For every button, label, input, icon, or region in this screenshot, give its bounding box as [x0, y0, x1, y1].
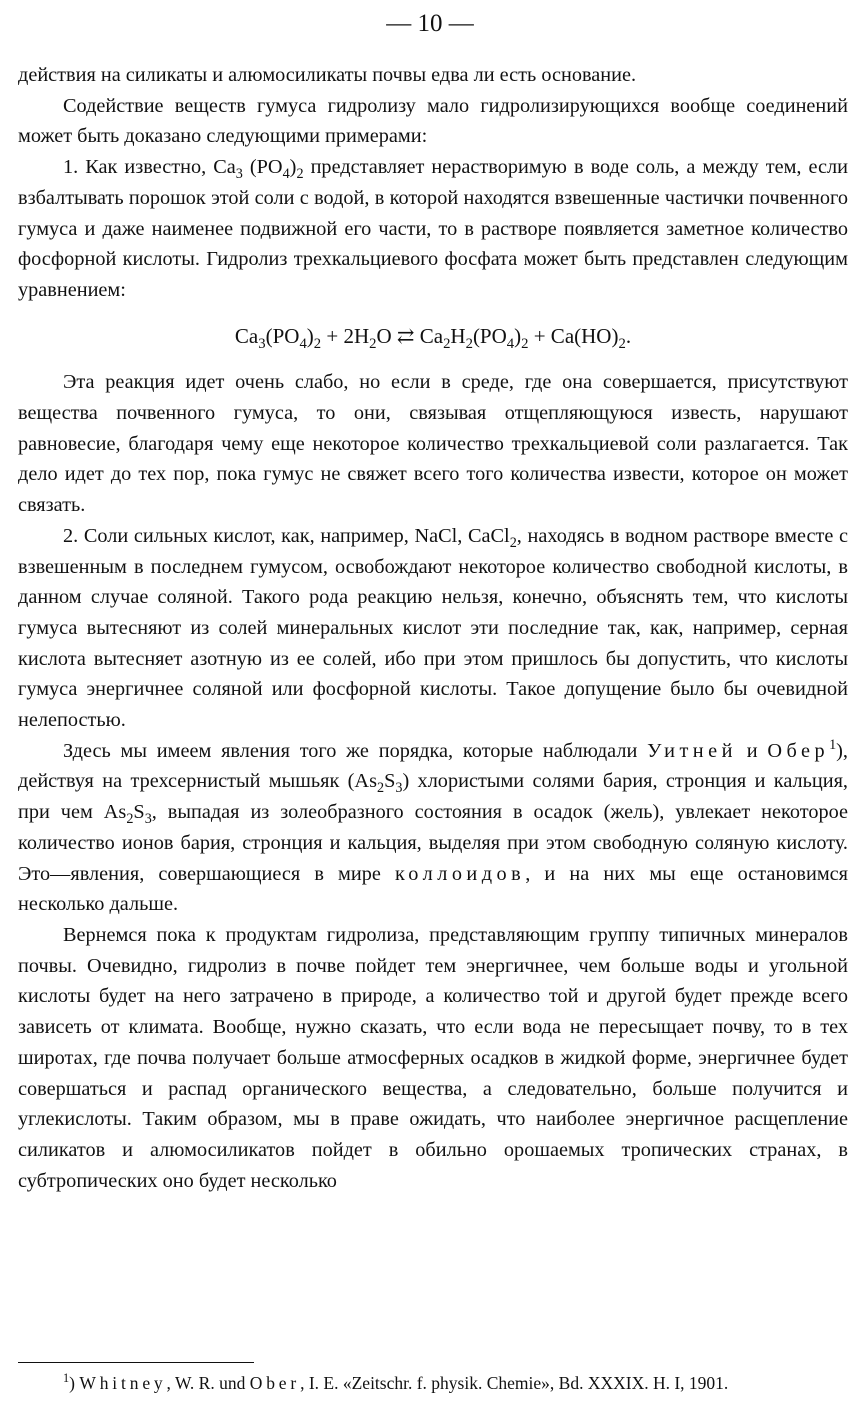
footnote-mark: 1	[63, 1371, 70, 1386]
subscript: 4	[506, 335, 515, 352]
text-run: представляет нерастворимую в воде соль, а между тем, если взбалтывать порошок этой соли с водой, в которой находятся взвешенные частички почвенного гумуса и даже наименее подвижной его части, то в растворе появляется заметное количество фосфорной кислоты. Гидролиз трехкальциевого фосфата может быть представлен следующим уравнением:	[18, 156, 849, 301]
footnote-text: , W. R. und	[166, 1373, 250, 1393]
footnote	[18, 1370, 848, 1397]
paragraph-example-1	[18, 152, 848, 306]
paragraph-hydrolysis-climate: Вернемся пока к продуктам гидролиза, представляющим группу типичных минералов почвы. Очевидно, гидролиз в почве пойдет тем энергичнее, чем больше воды и угольной кислоты будет на него затрачено в природе, а количество той и другой будет прежде всего зависеть от климата. Вообще, нужно сказать, что если вода не пересыщает почву, то в тех широтах, где почва получает больше атмосферных осадков в жидкой форме, энергичнее будет совершаться и распад органического вещества, а следовательно, больше получится и углекислоты. Таким образом, мы в праве ожидать, что наиболее энергичное расщепление силикатов и алюмосиликатов пойдет в обильно орошаемых тропических странах, в субтропических оно будет несколько	[18, 923, 848, 1192]
subscript: 2	[443, 335, 451, 352]
formula-part: )	[514, 323, 522, 348]
page-number: — 10 —	[386, 10, 474, 37]
text-run: , выпадая из золеобразного состояния в осадок (жель), увлекает некоторое количество ионов бария, стронция и кальция, выделяя при этом свободную соляную кислоту. Это—явления, совершающиеся в мире	[18, 801, 848, 885]
footnote-author: Ober	[249, 1373, 301, 1393]
formula-part: H	[450, 323, 466, 348]
footnote-author: Whitney	[79, 1373, 167, 1393]
formula-part: O ⇄ Ca	[376, 323, 444, 348]
text-run: ), действуя на трехсернистый мышьяк (As	[18, 739, 848, 793]
subscript: 4	[282, 166, 290, 183]
text-run: , находясь в водном растворе вместе с взвешенным в последнем гумусом, освобождают некоторое количество свободной кислоты, в данном случае соляной. Такого рода реакцию нельзя, конечно, объяснять тем, что кислоты гумуса вытесняют из солей минеральных кислот эти последние так, как, например, серная кислота вытесняет азотную из ее солей, ибо при этом пришлось бы допустить, что кислоты гумуса энергичнее соляной или фосфорной кислоты. Такое допущение было бы очевидной нелепостью.	[18, 524, 849, 732]
subscript: 2	[509, 534, 517, 551]
footnote-text: )	[69, 1373, 80, 1393]
text-run: )	[289, 156, 297, 179]
paragraph-humus-hydrolysis: Содействие веществ гумуса гидролизу мало гидролизирующихся вообще соединений может быть доказано следующими примерами:	[18, 94, 848, 148]
subscript: 3	[258, 335, 266, 352]
text-run: ) хлористыми солями бария, стронция и кальция, при чем As	[18, 770, 848, 824]
subscript: 2	[369, 335, 377, 352]
text-run: S	[133, 801, 145, 824]
footnote-reference: 1	[829, 737, 837, 753]
subscript: 4	[299, 335, 307, 352]
text-run: Здесь мы имеем явления того же порядка, которые наблюдали	[63, 739, 648, 762]
formula-part: (PO	[472, 323, 507, 348]
formula-part: .	[625, 323, 632, 348]
formula-part: + Ca(HO)	[528, 323, 619, 348]
text-run: и	[736, 739, 768, 762]
subscript: 2	[521, 335, 529, 352]
subscript: 2	[126, 811, 134, 828]
text-run: , и на них мы еще остановимся несколько дальше.	[18, 862, 849, 916]
text-run: S	[384, 770, 396, 793]
footnote-divider	[18, 1362, 254, 1363]
paragraph-whitney-ober	[18, 736, 848, 920]
subscript: 3	[144, 811, 152, 828]
text-run: (PO	[242, 156, 283, 179]
subscript: 3	[395, 780, 403, 797]
text-run: 1. Как известно, Ca	[63, 156, 236, 179]
formula-part: (PO	[265, 323, 300, 348]
author-name: Уитней	[647, 739, 737, 762]
formula-part: + 2H	[321, 323, 370, 348]
formula-part: )	[306, 323, 314, 348]
emphasis-colloids: коллоидов	[395, 862, 526, 885]
subscript: 2	[376, 780, 385, 797]
subscript: 2	[618, 335, 626, 352]
paragraph-reaction: Эта реакция идет очень слабо, но если в среде, где она совершается, присутствуют вещества почвенного гумуса, то они, связывая отщепляющуюся известь, нарушают равновесие, благодаря чему еще некоторое количество трехкальциевой соли разлагается. Так дело идет до тех пор, пока гумус не свяжет всего того количества извести, которое он может связать.	[18, 371, 848, 517]
formula-part: Ca	[234, 323, 259, 348]
author-name: Обер	[767, 739, 830, 762]
footnote-text: , I. E. «Zeitschr. f. physik. Chemie», Bd. XXXIX. H. I, 1901.	[300, 1373, 729, 1393]
subscript: 2	[296, 166, 304, 183]
body-text	[18, 60, 848, 1196]
paragraph-continuation: действия на силикаты и алюмосиликаты почвы едва ли есть основание.	[18, 64, 637, 86]
paragraph-example-2	[18, 521, 848, 736]
subscript: 2	[465, 335, 473, 352]
text-run: 2. Соли сильных кислот, как, например, NaCl, CaCl	[63, 524, 510, 547]
subscript: 3	[235, 166, 243, 183]
chemical-equation	[18, 321, 848, 352]
subscript: 2	[313, 335, 322, 352]
